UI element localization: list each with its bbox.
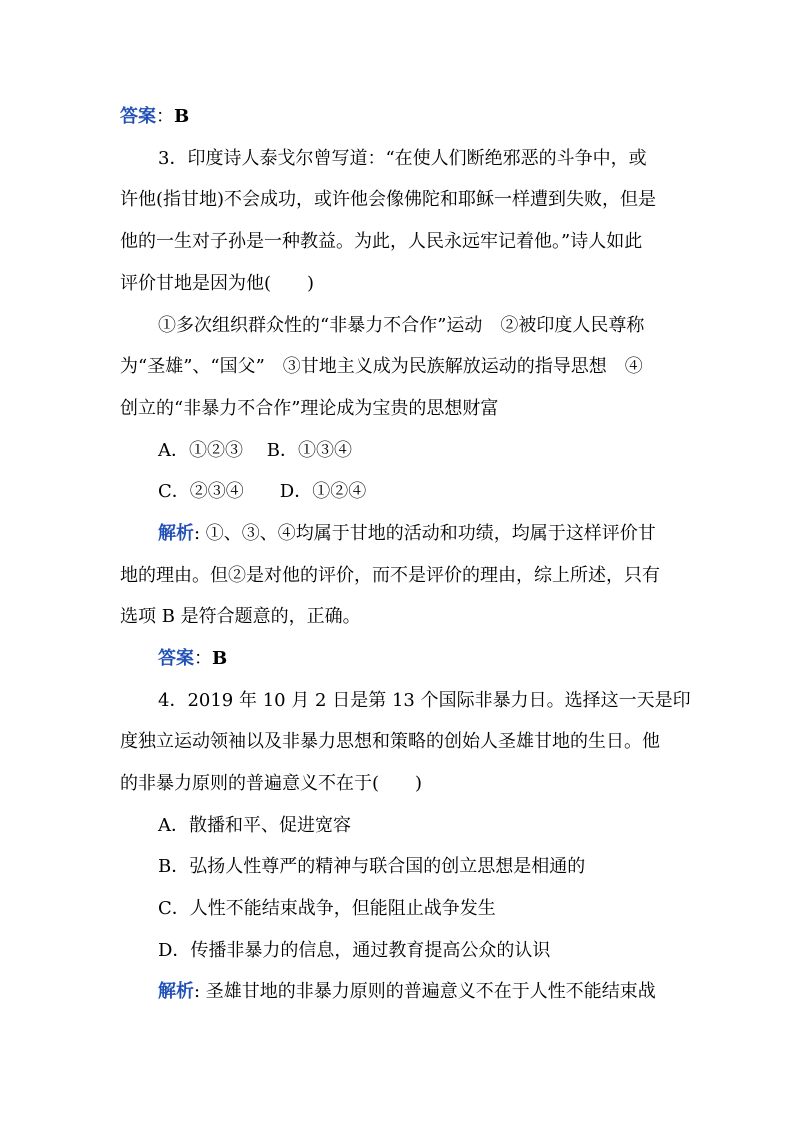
analysis-label: 解析 [158, 981, 194, 1002]
question-3-line-1: 3．印度诗人泰戈尔曾写道：“在使人们断绝邪恶的斗争中，或 [158, 148, 647, 169]
analysis-text: : 圣雄甘地的非暴力原则的普遍意义不在于人性不能结束战 [194, 981, 656, 1002]
answer-separator: ： [156, 106, 174, 127]
question-3-line-2: 许他(指甘地)不会成功，或许他会像佛陀和耶稣一样遭到失败，但是 [120, 189, 657, 210]
question-3-statement-line-1: ①多次组织群众性的“非暴力不合作”运动 ②被印度人民尊称 [158, 315, 645, 336]
answer-label: 答案 [158, 648, 194, 669]
question-3-line-4: 评价甘地是因为他( ) [120, 273, 315, 294]
question-3-statement-line-3: 创立的“非暴力不合作”理论成为宝贵的思想财富 [120, 398, 499, 419]
question-3-line-3: 他的一生对子孙是一种教益。为此，人民永远牢记着他。”诗人如此 [120, 231, 643, 252]
question-3-options-row-2: C．②③④ D．①②④ [158, 481, 367, 502]
question-3-answer-line [158, 648, 718, 670]
answer-label: 答案 [120, 106, 156, 127]
answer-value: B [212, 648, 228, 669]
question-4-option-d: D．传播非暴力的信息，通过教育提高公众的认识 [158, 940, 551, 961]
answer-value: B [174, 106, 190, 127]
analysis-text: : ①、③、④均属于甘地的活动和功绩，均属于这样评价甘 [194, 523, 656, 544]
question-4-line-3: 的非暴力原则的普遍意义不在于( ) [120, 773, 423, 794]
question-4-option-c: C．人性不能结束战争，但能阻止战争发生 [158, 898, 496, 919]
question-4-line-2: 度独立运动领袖以及非暴力思想和策略的创始人圣雄甘地的生日。他 [120, 731, 660, 752]
question-3-options-row-1: A．①②③ B．①③④ [158, 440, 352, 461]
answer-line [120, 106, 680, 128]
analysis-label: 解析 [158, 523, 194, 544]
answer-separator: ： [194, 648, 212, 669]
question-4-option-b: B．弘扬人性尊严的精神与联合国的创立思想是相通的 [158, 856, 586, 877]
question-3-analysis-line-2: 地的理由。但②是对他的评价，而不是评价的理由，综上所述，只有 [120, 565, 660, 586]
question-4-analysis-line-1 [158, 981, 718, 1003]
question-3-statement-line-2: 为“圣雄”、“国父” ③甘地主义成为民族解放运动的指导思想 ④ [120, 356, 643, 377]
question-4-line-1: 4．2019 年 10 月 2 日是第 13 个国际非暴力日。选择这一天是印 [158, 690, 691, 711]
question-3-analysis-line-3: 选项 B 是符合题意的，正确。 [120, 606, 361, 627]
question-4-option-a: A．散播和平、促进宽容 [158, 815, 351, 836]
question-3-analysis-line-1 [158, 523, 718, 545]
